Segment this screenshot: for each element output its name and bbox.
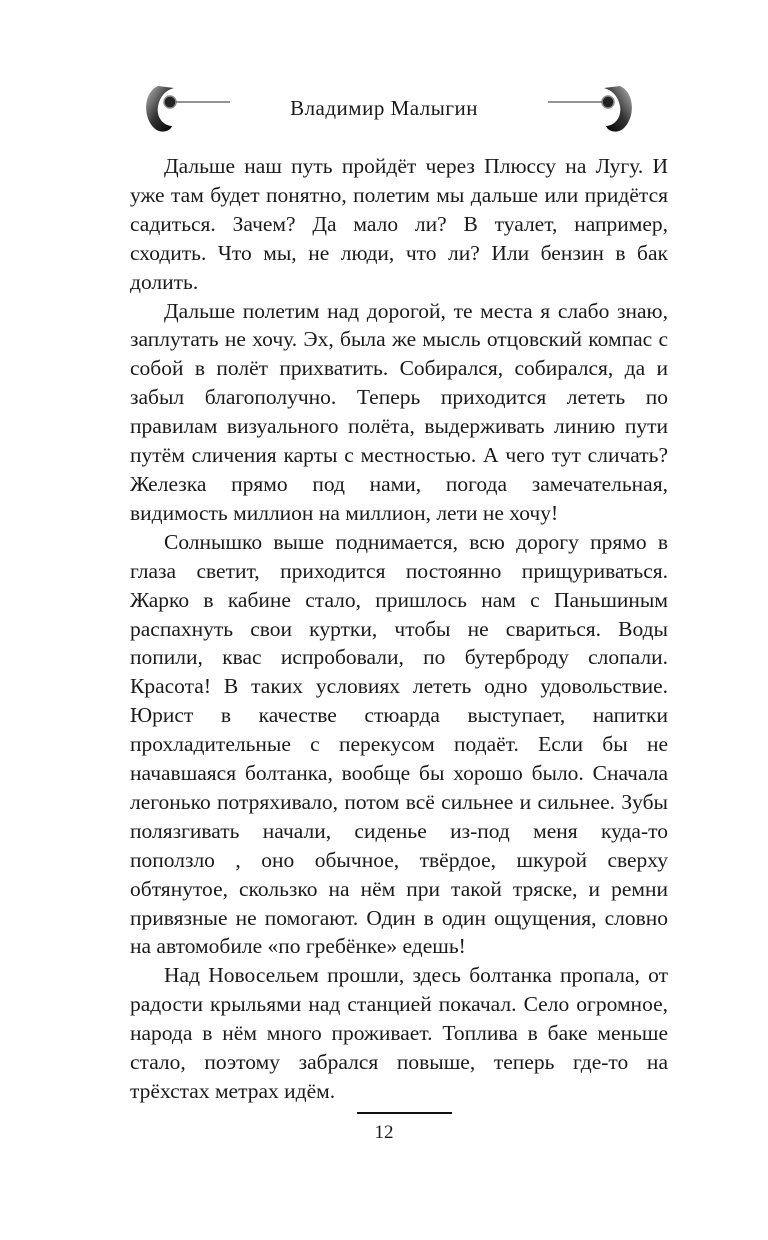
author-name: Владимир Малыгин (290, 96, 478, 120)
running-header (0, 78, 768, 148)
right-ornament-icon (548, 78, 638, 138)
footer-rule (357, 1112, 452, 1114)
paragraph-2: Дальше полетим над дорогой, те места я слабо знаю, заплутать не хочу. Эх, была же мысль отцовский компас с собой в полёт прихватить. Собирался, собирался, да и забыл благополучно. Теперь приходится лететь по правилам визуального полёта, выдерживать линию пути путём сличения карты с местностью. А чего тут сличать? Железка прямо под нами, погода замечательная, видимость миллион на миллион, лети не хочу! (130, 298, 668, 525)
paragraph-1: Дальше наш путь пройдёт через Плюссу на Лугу. И уже там будет понятно, полетим мы дальше или придётся садиться. Зачем? Да мало ли? В туалет, например, сходить. Что мы, не люди, что ли? Или бензин в бак долить. (130, 154, 668, 294)
paragraph-3: Солнышко выше поднимается, всю дорогу прямо в глаза светит, приходится постоянно прищуриваться. Жарко в кабине стало, пришлось нам с Паньшиным распахнуть свои куртки, чтобы не свариться. Воды попили, квас испробовали, по бутерброду слопали. Красота! В таких условиях лететь одно удовольствие. Юрист в качестве стюарда выступает, напитки прохладительные с перекусом подаёт. Если бы не начавшаяся болтанка, вообще бы хорошо было. Сначала легонько потряхивало, потом всё сильнее и сильнее. Зубы полязгивать начали, сиденье из-под меня куда-то поползло , оно обычное, твёрдое, шкурой сверху обтянутое, скользко на нём при такой тряске, и ремни привязные не помогают. Один в один ощущения, словно на автомобиле «по гребёнке» едешь! (130, 529, 668, 959)
page-number: 12 (374, 1122, 394, 1143)
paragraph-4: Над Новосельем прошли, здесь болтанка пропала, от радости крыльями над станцией покачал. Село огромное, народа в нём много проживает. Топлива в баке меньше стало, поэтому забрался повыше, теперь где-то на трёхстах метрах идём. (130, 963, 668, 1103)
body-text (130, 152, 668, 1106)
